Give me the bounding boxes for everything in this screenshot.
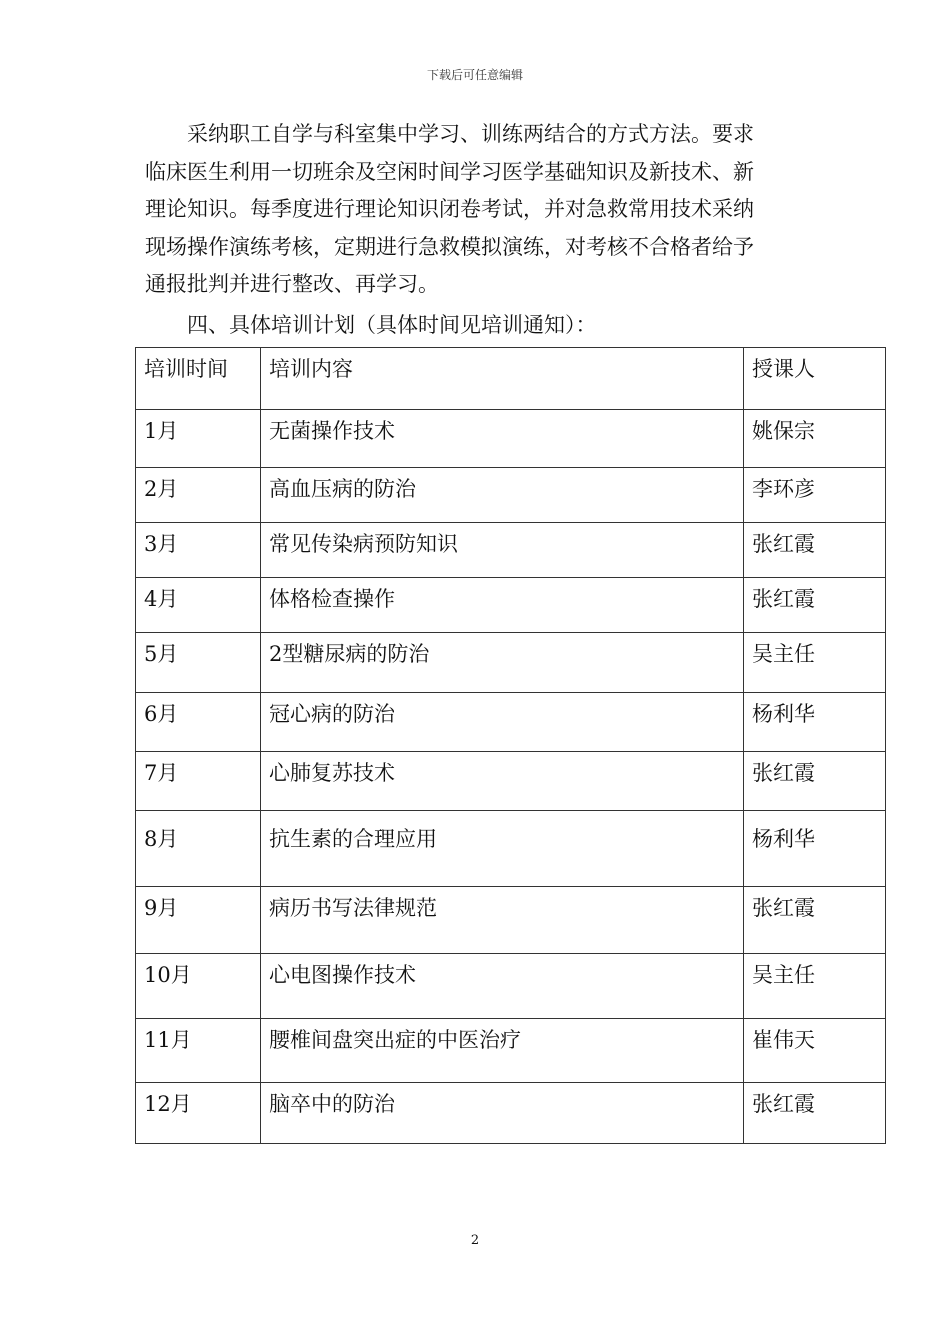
training-schedule-table: [135, 347, 886, 1144]
body-paragraph: [145, 116, 815, 304]
cell-topic: 体格检查操作: [261, 578, 744, 633]
cell-month: 2月: [136, 468, 261, 523]
page-header-note: 下载后可任意编辑: [426, 68, 523, 82]
cell-lecturer: 张红霞: [744, 523, 886, 578]
cell-lecturer: 李环彦: [744, 468, 886, 523]
paragraph-line: 通报批判并进行整改、再学习。: [145, 272, 439, 296]
cell-month: 9月: [136, 887, 261, 954]
table-row: [136, 578, 886, 633]
page-number: 2: [470, 1233, 480, 1248]
cell-month: 7月: [136, 752, 261, 811]
header-cell-lecturer: 授课人: [744, 348, 886, 410]
cell-topic: 心肺复苏技术: [261, 752, 744, 811]
table-row: [136, 633, 886, 693]
cell-month: 5月: [136, 633, 261, 693]
table-row: [136, 410, 886, 468]
table-row: [136, 1083, 886, 1144]
table-row: [136, 1019, 886, 1083]
cell-topic: 常见传染病预防知识: [261, 523, 744, 578]
cell-month: 6月: [136, 693, 261, 752]
header-cell-time: 培训时间: [136, 348, 261, 410]
cell-month: 8月: [136, 811, 261, 887]
cell-topic: 无菌操作技术: [261, 410, 744, 468]
cell-month: 11月: [136, 1019, 261, 1083]
cell-lecturer: 张红霞: [744, 752, 886, 811]
cell-topic: 高血压病的防治: [261, 468, 744, 523]
cell-lecturer: 杨利华: [744, 811, 886, 887]
cell-lecturer: 杨利华: [744, 693, 886, 752]
cell-lecturer: 张红霞: [744, 1083, 886, 1144]
cell-month: 10月: [136, 954, 261, 1019]
paragraph-line: 临床医生利用一切班余及空闲时间学习医学基础知识及新技术、新: [145, 159, 754, 184]
paragraph-line: 理论知识。每季度进行理论知识闭卷考试，并对急救常用技术采纳: [145, 197, 754, 221]
table-row: [136, 954, 886, 1019]
cell-lecturer: 吴主任: [744, 954, 886, 1019]
cell-lecturer: 姚保宗: [744, 410, 886, 468]
table-row: [136, 468, 886, 523]
cell-topic: 抗生素的合理应用: [261, 811, 744, 887]
table-row: [136, 811, 886, 887]
table-row: [136, 523, 886, 578]
table-header-row: [136, 348, 886, 410]
cell-lecturer: 崔伟天: [744, 1019, 886, 1083]
cell-topic: 2型糖尿病的防治: [261, 633, 744, 693]
cell-month: 12月: [136, 1083, 261, 1144]
cell-topic: 心电图操作技术: [261, 954, 744, 1019]
cell-lecturer: 张红霞: [744, 578, 886, 633]
cell-topic: 腰椎间盘突出症的中医治疗: [261, 1019, 744, 1083]
cell-month: 4月: [136, 578, 261, 633]
paragraph-line: 现场操作演练考核，定期进行急救模拟演练，对考核不合格者给予: [145, 234, 754, 259]
cell-lecturer: 吴主任: [744, 633, 886, 693]
section-title: 四、具体培训计划（具体时间见培训通知）：: [187, 313, 597, 337]
cell-lecturer: 张红霞: [744, 887, 886, 954]
cell-topic: 脑卒中的防治: [261, 1083, 744, 1144]
table-row: [136, 887, 886, 954]
cell-month: 1月: [136, 410, 261, 468]
paragraph-line: 采纳职工自学与科室集中学习、训练两结合的方式方法。要求: [187, 122, 754, 146]
header-cell-content: 培训内容: [261, 348, 744, 410]
table-row: [136, 693, 886, 752]
cell-topic: 冠心病的防治: [261, 693, 744, 752]
cell-month: 3月: [136, 523, 261, 578]
cell-topic: 病历书写法律规范: [261, 887, 744, 954]
table-row: [136, 752, 886, 811]
